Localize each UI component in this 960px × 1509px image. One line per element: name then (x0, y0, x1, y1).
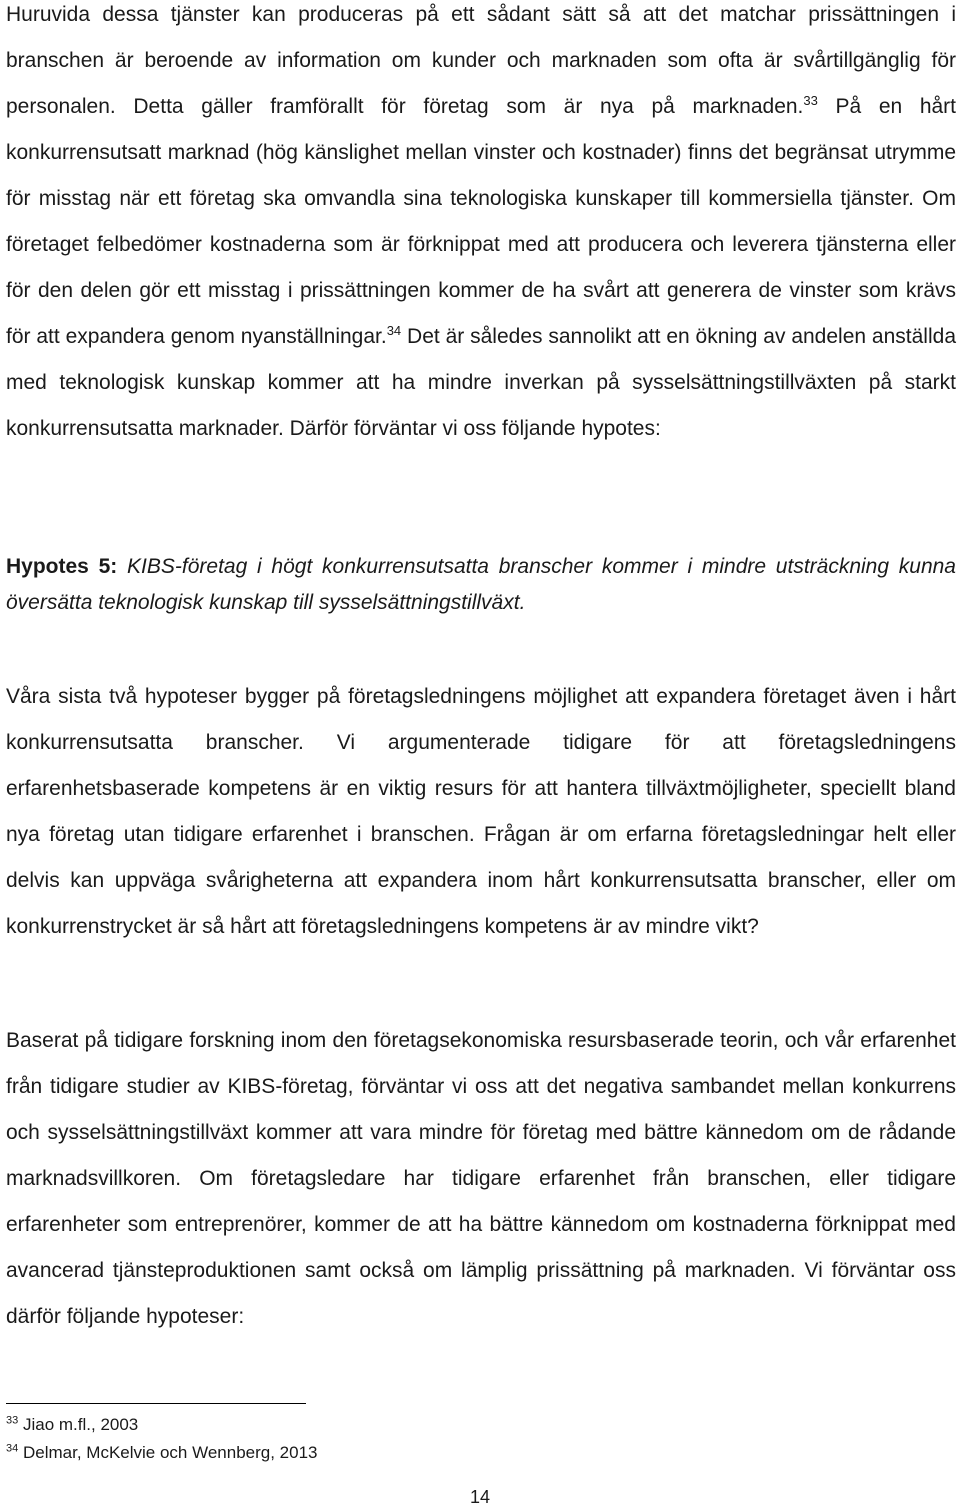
paragraph-text: På en hårt konkurrensutsatt marknad (hög känslighet mellan vinster och kostnader) finns det begränsat utrymme för misstag när ett företag ska omvandla sina teknologiska kunskaper till kommersiella tjänster. Om företaget felbedömer kostnaderna som är förknippat med att producera och leverera tjänsterna eller för den delen gör ett misstag i prissättningen kommer de ha svårt att generera de vinster som krävs för att expandera genom nyanställningar. (6, 95, 957, 348)
body-paragraph-2: Våra sista två hypoteser bygger på företagsledningens möjlighet att expandera företaget även i hårt konkurrensutsatta branscher. Vi argumenterade tidigare för att företagsledningens erfarenhetsbaserade kompetens är en viktig resurs för att hantera tillväxtmöjligheter, speciellt bland nya företag utan tidigare erfarenhet i branschen. Frågan är om erfarna företagsledningar helt eller delvis kan uppväga svårigheterna att expandera inom hårt konkurrensutsatta branscher, eller om konkurrenstrycket är så hårt att företagsledningens kompetens är av mindre vikt? (6, 685, 956, 938)
body-paragraph-3: Baserat på tidigare forskning inom den företagsekonomiska resursbaserade teorin, och vår erfarenhet från tidigare studier av KIBS-företag, förväntar vi oss att det negativa sambandet mellan konkurrens och sysselsättningstillväxt kommer att vara mindre för företag med bättre kännedom om de rådande marknadsvillkoren. Om företagsledare har tidigare erfarenhet från branschen, eller tidigare erfarenheter som entreprenörer, kommer de att ha bättre kännedom om kostnaderna förknippat med avancerad tjänsteproduktionen samt också om lämplig prissättning på marknaden. Vi förväntar oss därför följande hypoteser: (6, 1029, 956, 1328)
footnote-ref-33[interactable]: 33 (803, 93, 818, 108)
paragraph-text: Det är således sannolikt att en ökning av andelen anställda med teknologisk kunskap kommer att ha mindre inverkan på sysselsättningstillväxten på starkt konkurrensutsatta marknader. Därför förväntar vi oss följande hypotes: (6, 325, 956, 440)
paragraph-text: Huruvida dessa tjänster kan produceras på ett sådant sätt så att det matchar prissättningen i branschen är beroende av information om kunder och marknaden som ofta är svårtillgänglig för personalen. Detta gäller framförallt för företag som är nya på marknaden. (6, 3, 956, 118)
page-number: 14 (469, 1487, 491, 1507)
footnote-text: Delmar, McKelvie och Wennberg, 2013 (22, 1443, 318, 1462)
footnote-34 (6, 1442, 318, 1464)
footnote-ref-34[interactable]: 34 (386, 323, 402, 338)
hypothesis-label: Hypotes 5: (6, 555, 118, 578)
body-paragraph-1 (6, 0, 956, 452)
hypothesis-text: KIBS-företag i högt konkurrensutsatta branscher kommer i mindre utsträckning kunna översätta teknologisk kunskap till sysselsättningstillväxt. (6, 555, 956, 614)
hypothesis-5 (6, 549, 956, 621)
footnote-divider (6, 1403, 306, 1404)
footnote-33 (6, 1414, 138, 1436)
footnote-number: 34 (6, 1442, 19, 1455)
footnote-number: 33 (6, 1414, 19, 1427)
footnote-text: Jiao m.fl., 2003 (22, 1415, 139, 1434)
